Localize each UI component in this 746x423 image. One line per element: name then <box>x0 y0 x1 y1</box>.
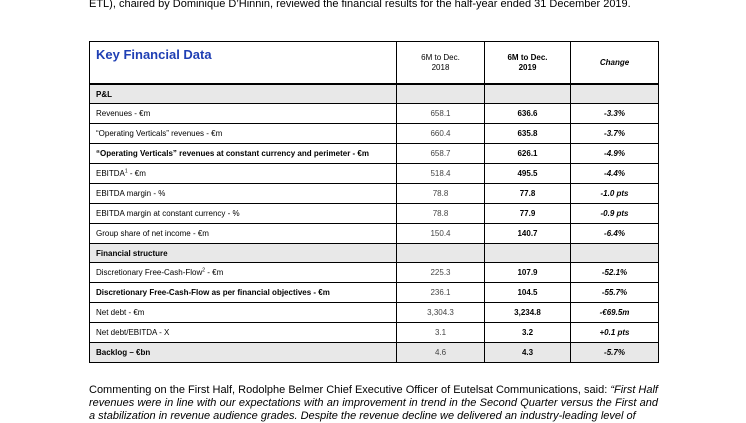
section-label: Financial structure <box>90 244 397 263</box>
value-2018: 78.8 <box>397 184 485 204</box>
value-2018: 518.4 <box>397 164 485 184</box>
row-label: “Operating Verticals” revenues - €m <box>90 124 397 144</box>
section-row-financial-structure <box>90 244 659 263</box>
value-2018: 660.4 <box>397 124 485 144</box>
row-label: Net debt/EBITDA - X <box>90 323 397 343</box>
table-row <box>90 104 659 124</box>
value-change: -55.7% <box>571 283 659 303</box>
row-label: Discretionary Free-Cash-Flow as per financial objectives - €m <box>90 283 397 303</box>
value-change: -3.3% <box>571 104 659 124</box>
table-title-cell <box>90 42 397 85</box>
row-label: EBITDA margin at constant currency - % <box>90 204 397 224</box>
footnote-marker: 1 <box>124 168 128 175</box>
value-2018: 225.3 <box>397 263 485 283</box>
row-label: “Operating Verticals” revenues at constant currency and perimeter - €m <box>90 144 397 164</box>
value-2018: 3,304.3 <box>397 303 485 323</box>
key-financial-data-table <box>89 41 659 363</box>
value-change: -1.0 pts <box>571 184 659 204</box>
table-row <box>90 184 659 204</box>
value-2019: 104.5 <box>485 283 571 303</box>
value-change: -5.7% <box>571 343 659 363</box>
table-title: Key Financial Data <box>96 47 212 62</box>
row-label: Net debt - €m <box>90 303 397 323</box>
value-2019: 495.5 <box>485 164 571 184</box>
value-2018: 658.7 <box>397 144 485 164</box>
table-header-row <box>90 42 659 85</box>
table-row <box>90 204 659 224</box>
row-label: Backlog – €bn <box>90 343 397 363</box>
value-change: -3.7% <box>571 124 659 144</box>
value-2018: 78.8 <box>397 204 485 224</box>
value-2018: 150.4 <box>397 224 485 244</box>
footnote-marker: 2 <box>202 267 206 274</box>
value-2019: 3,234.8 <box>485 303 571 323</box>
intro-paragraph: ETL), chaired by Dominique D’Hinnin, reviewed the financial results for the half-year ended 31 December 2019. <box>89 0 631 10</box>
value-change: +0.1 pts <box>571 323 659 343</box>
value-2018: 236.1 <box>397 283 485 303</box>
value-2019: 77.9 <box>485 204 571 224</box>
column-header-cur: 6M to Dec. 2019 <box>485 42 571 85</box>
section-row-pl <box>90 84 659 104</box>
value-2019: 636.6 <box>485 104 571 124</box>
table-row <box>90 343 659 363</box>
table-row <box>90 323 659 343</box>
value-2018: 658.1 <box>397 104 485 124</box>
value-2019: 635.8 <box>485 124 571 144</box>
section-label: P&L <box>90 84 397 104</box>
value-2019: 107.9 <box>485 263 571 283</box>
value-2019: 3.2 <box>485 323 571 343</box>
column-header-prev: 6M to Dec. 2018 <box>397 42 485 85</box>
table-row <box>90 124 659 144</box>
table-row <box>90 283 659 303</box>
value-change: -6.4% <box>571 224 659 244</box>
row-label: EBITDA margin - % <box>90 184 397 204</box>
row-label: Revenues - €m <box>90 104 397 124</box>
value-2019: 626.1 <box>485 144 571 164</box>
table-row <box>90 144 659 164</box>
row-label: EBITDA$^1$ - €m <box>90 164 397 184</box>
value-change: -€69.5m <box>571 303 659 323</box>
commentary-quote: “First Half revenues were in line with our expectations with an improvement in trend in the Second Quarter versus the First and a stabilization in revenue audience grades. Despite the revenue decline we delivered an industry-leading level of <box>89 384 658 422</box>
value-2019: 77.8 <box>485 184 571 204</box>
commentary-paragraph <box>89 384 658 423</box>
column-header-change: Change <box>571 42 659 85</box>
value-2019: 140.7 <box>485 224 571 244</box>
row-label: Group share of net income - €m <box>90 224 397 244</box>
value-change: -4.4% <box>571 164 659 184</box>
value-2018: 4.6 <box>397 343 485 363</box>
value-change: -0.9 pts <box>571 204 659 224</box>
value-2018: 3.1 <box>397 323 485 343</box>
table-row <box>90 303 659 323</box>
commentary-lead: Commenting on the First Half, Rodolphe Belmer Chief Executive Officer of Eutelsat Communications, said: <box>89 384 611 396</box>
table-row <box>90 263 659 283</box>
table-row <box>90 164 659 184</box>
value-2019: 4.3 <box>485 343 571 363</box>
value-change: -4.9% <box>571 144 659 164</box>
row-label: Discretionary Free-Cash-Flow$^2$ - €m <box>90 263 397 283</box>
table-row <box>90 224 659 244</box>
value-change: -52.1% <box>571 263 659 283</box>
